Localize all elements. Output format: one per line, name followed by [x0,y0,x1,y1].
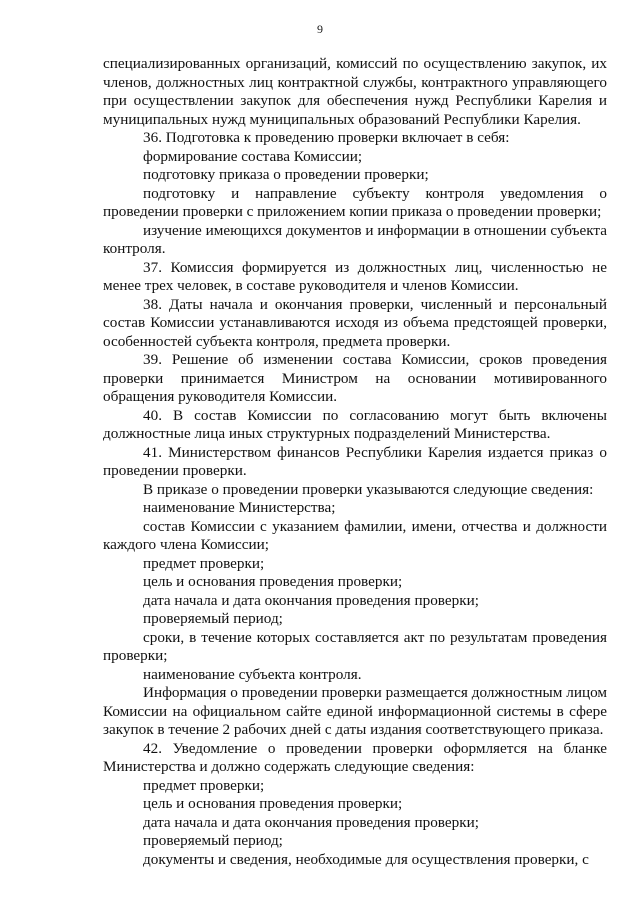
paragraph: дата начала и дата окончания проведения проверки; [143,813,479,831]
paragraph: подготовку приказа о проведении проверки; [143,166,429,183]
paragraph: 37. Комиссия формируется из должностных лиц, численностью не менее трех человек, в составе руководителя и членов Комиссии. [103,258,607,294]
paragraph: проверяемый период; [143,832,283,849]
paragraph: проверяемый период; [143,610,283,627]
paragraph: 40. В состав Комиссии по согласованию могут быть включены должностные лица иных структурных подразделений Министерства. [103,406,607,442]
page-number: 9 [317,22,323,36]
paragraph: 36. Подготовка к проведению проверки включает в себя: [143,129,510,146]
paragraph: цель и основания проведения проверки; [143,795,403,812]
paragraph: цель и основания проведения проверки; [143,573,403,590]
paragraph: дата начала и дата окончания проведения проверки; [143,591,479,609]
paragraph: 38. Даты начала и окончания проверки, численный и персональный состав Комиссии устанавливаются исходя из объема предстоящей проверки, особенностей субъекта контроля, предмета проверки. [103,295,607,350]
paragraph: сроки, в течение которых составляется акт по результатам проведения проверки; [103,628,607,664]
paragraph: предмет проверки; [143,776,265,794]
document-body [103,55,607,869]
paragraph: специализированных организаций, комиссий по осуществлению закупок, их членов, должностных лиц контрактной службы, контрактного управляющего при осуществлении закупок для обеспечения нужд Республики Карелия и муниципальных нужд муниципальных образований Республики Карелия. [103,55,607,128]
paragraph: предмет проверки; [143,554,265,572]
paragraph: 41. Министерством финансов Республики Карелия издается приказ о проведении проверки. [103,443,607,479]
paragraph: наименование субъекта контроля. [143,665,362,683]
paragraph: 39. Решение об изменении состава Комиссии, сроков проведения проверки принимается Министром на основании мотивированного обращения руководителя Комиссии. [103,351,607,405]
paragraph: изучение имеющихся документов и информации в отношении субъекта контроля. [103,221,607,257]
paragraph: состав Комиссии с указанием фамилии, имени, отчества и должности каждого члена Комиссии; [103,517,607,553]
paragraph: 42. Уведомление о проведении проверки оформляется на бланке Министерства и должно содержать следующие сведения: [103,739,607,775]
paragraph: подготовку и направление субъекту контроля уведомления о проведении проверки с приложением копии приказа о проведении проверки; [103,184,607,220]
paragraph: В приказе о проведении проверки указываются следующие сведения: [143,480,594,498]
paragraph: наименование Министерства; [143,499,336,516]
paragraph: документы и сведения, необходимые для осуществления проверки, с [143,850,589,868]
paragraph: формирование состава Комиссии; [143,147,363,165]
paragraph: Информация о проведении проверки размещается должностным лицом Комиссии на официальном сайте единой информационной системы в сфере закупок в течение 2 рабочих дней с даты издания соответствующего приказа. [103,684,607,738]
